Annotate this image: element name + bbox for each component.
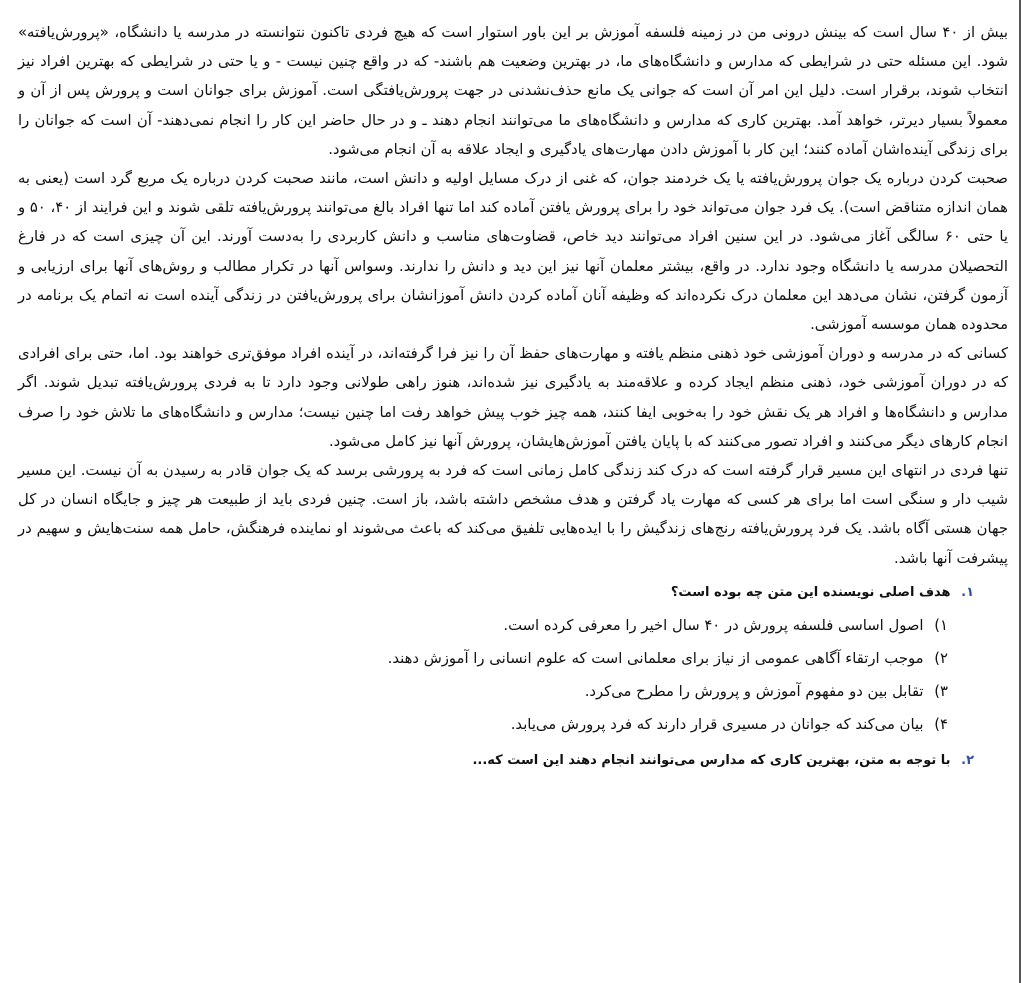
question-1-text: هدف اصلی نویسنده این متن چه بوده است؟ [670,584,951,600]
option-1-text: اصول اساسی فلسفه پرورش در ۴۰ سال اخیر را معرفی کرده است. [503,616,924,634]
paragraph-4: تنها فردی در انتهای این مسیر قرار گرفته است که درک کند زندگی کامل زمانی است که فرد به پرورشی برسد که یک جوان قادر به رسیدن به آن نیست. این مسیر شیب دار و سنگی است اما برای هر کسی که مهارت یاد گرفتن و هدف مشخص داشته باشد، باز است. چنین فردی باید از طبیعت هر چیز و جایگاه انسان در کل جهان هستی آگاه باشد. یک فرد پرورش‌یافته رنج‌های زندگیش را با ایده‌هایی تلفیق می‌کند که باعث می‌شوند او نماینده فرهنگش، حامل همه سنت‌هایش و سهیم در پیشرفت آنها باشد. [18,462,1008,567]
option-2-text: موجب ارتقاء آگاهی عمومی از نیاز برای معلمانی است که علوم انسانی را آموزش دهند. [387,649,924,667]
option-2-number: ۲) [934,649,948,667]
option-2[interactable] [18,642,948,675]
question-2-text: با توجه به متن، بهترین کاری که مدارس می‌توانند انجام دهند این است که... [472,752,951,768]
option-1[interactable] [18,609,948,642]
option-4-text: بیان می‌کند که جوانان در مسیری قرار دارند که فرد پرورش می‌یابد. [510,715,924,733]
option-3-number: ۳) [934,682,948,700]
question-2 [18,747,1008,775]
option-4-number: ۴) [934,715,948,733]
question-1-options [18,609,1008,741]
question-1-number: ۱. [961,584,974,600]
paragraph-2: صحبت کردن درباره یک جوان پرورش‌یافته یا یک خردمند جوان، که غنی از درک مسایل اولیه و دانش است، مانند صحبت کردن درباره یک مربع گرد است (یعنی به همان اندازه متناقض است). یک فرد جوان می‌تواند خود را برای پرورش یافتن آماده کند اما تنها افراد بالغ می‌توانند پرورش‌یافته تلقی شوند و این فرایند از ۴۰، ۵۰ و یا حتی ۶۰ سالگی آغاز می‌شود. در این سنین افراد می‌توانند دید خاص، قضاوت‌های مناسب و دانش کاربردی را به‌دست آورند. این آن چیزی است که در فارغ التحصیلان مدرسه یا دانشگاه وجود ندارد. در واقع، بیشتر معلمان آنها نیز این دید و دانش را ندارند. وسواس آنها در تکرار مطالب و روش‌های آنها برای ارزیابی و آزمون گرفتن، نشان می‌دهد این معلمان درک نکرده‌اند که وظیفه آنان آماده کردن دانش آموزانشان برای پرورش‌یافتن در زندگی آینده است نه اتمام یک برنامه در محدوده همان موسسه آموزشی. [18,170,1008,334]
option-3-text: تقابل بین دو مفهوم آموزش و پرورش را مطرح می‌کرد. [584,682,924,700]
option-4[interactable] [18,708,948,741]
document-page [18,18,1008,775]
page-right-border [1019,0,1021,983]
option-3[interactable] [18,675,948,708]
option-1-number: ۱) [934,616,948,634]
paragraph-1: بیش از ۴۰ سال است که بینش درونی من در زمینه فلسفه آموزش بر این باور استوار است که هیچ فردی تاکنون نتوانسته در مدرسه یا دانشگاه، «پرورش‌یافته» شود. این مسئله حتی در شرایطی که مدارس و دانشگاه‌های ما، در بهترین وضعیت هم باشند- که در واقع چنین نیست - و یا حتی در شرایطی که بهترین افراد نیز انتخاب شوند، برقرار است. دلیل این امر آن است که جوانی یک مانع حذف‌نشدنی در جهت پرورش‌یافتگی است. آموزش برای جوانان است و پرورش پس از آن و معمولاً بسیار دیرتر، خواهد آمد. بهترین کاری که مدارس و دانشگاه‌های ما می‌توانند انجام دهند ـ و در حال حاضر این کار را انجام نمی‌دهند- آن است که جوانان را برای زندگی آینده‌اشان آماده کنند؛ این کار با آموزش دادن مهارت‌های یادگیری و ایجاد علاقه به آن انجام می‌شود. [18,24,1008,158]
question-2-number: ۲. [961,752,974,768]
paragraph-3: کسانی که در مدرسه و دوران آموزشی خود ذهنی منظم یافته و مهارت‌های حفظ آن را نیز فرا گرفته‌اند، در آینده افراد موفق‌تری خواهند بود. اما، حتی برای افرادی که در دوران آموزشی خود، ذهنی منظم ایجاد کرده و علاقه‌مند به یادگیری نیز شده‌اند، هنوز راهی طولانی وجود دارد تا به فردی پرورش‌یافته تبدیل شوند. اگر مدارس و دانشگاه‌ها و افراد هر یک نقش خود را به‌خوبی ایفا کنند، همه چیز خوب پیش خواهد رفت اما چنین نیست؛ مدارس و دانشگاه‌های ما تلاش خود را صرف انجام کارهای دیگر می‌کنند و افراد تصور می‌کنند که با پایان یافتن آموزش‌هایشان، پرورش آنها نیز کامل می‌شود. [18,345,1008,450]
question-1 [18,579,1008,607]
